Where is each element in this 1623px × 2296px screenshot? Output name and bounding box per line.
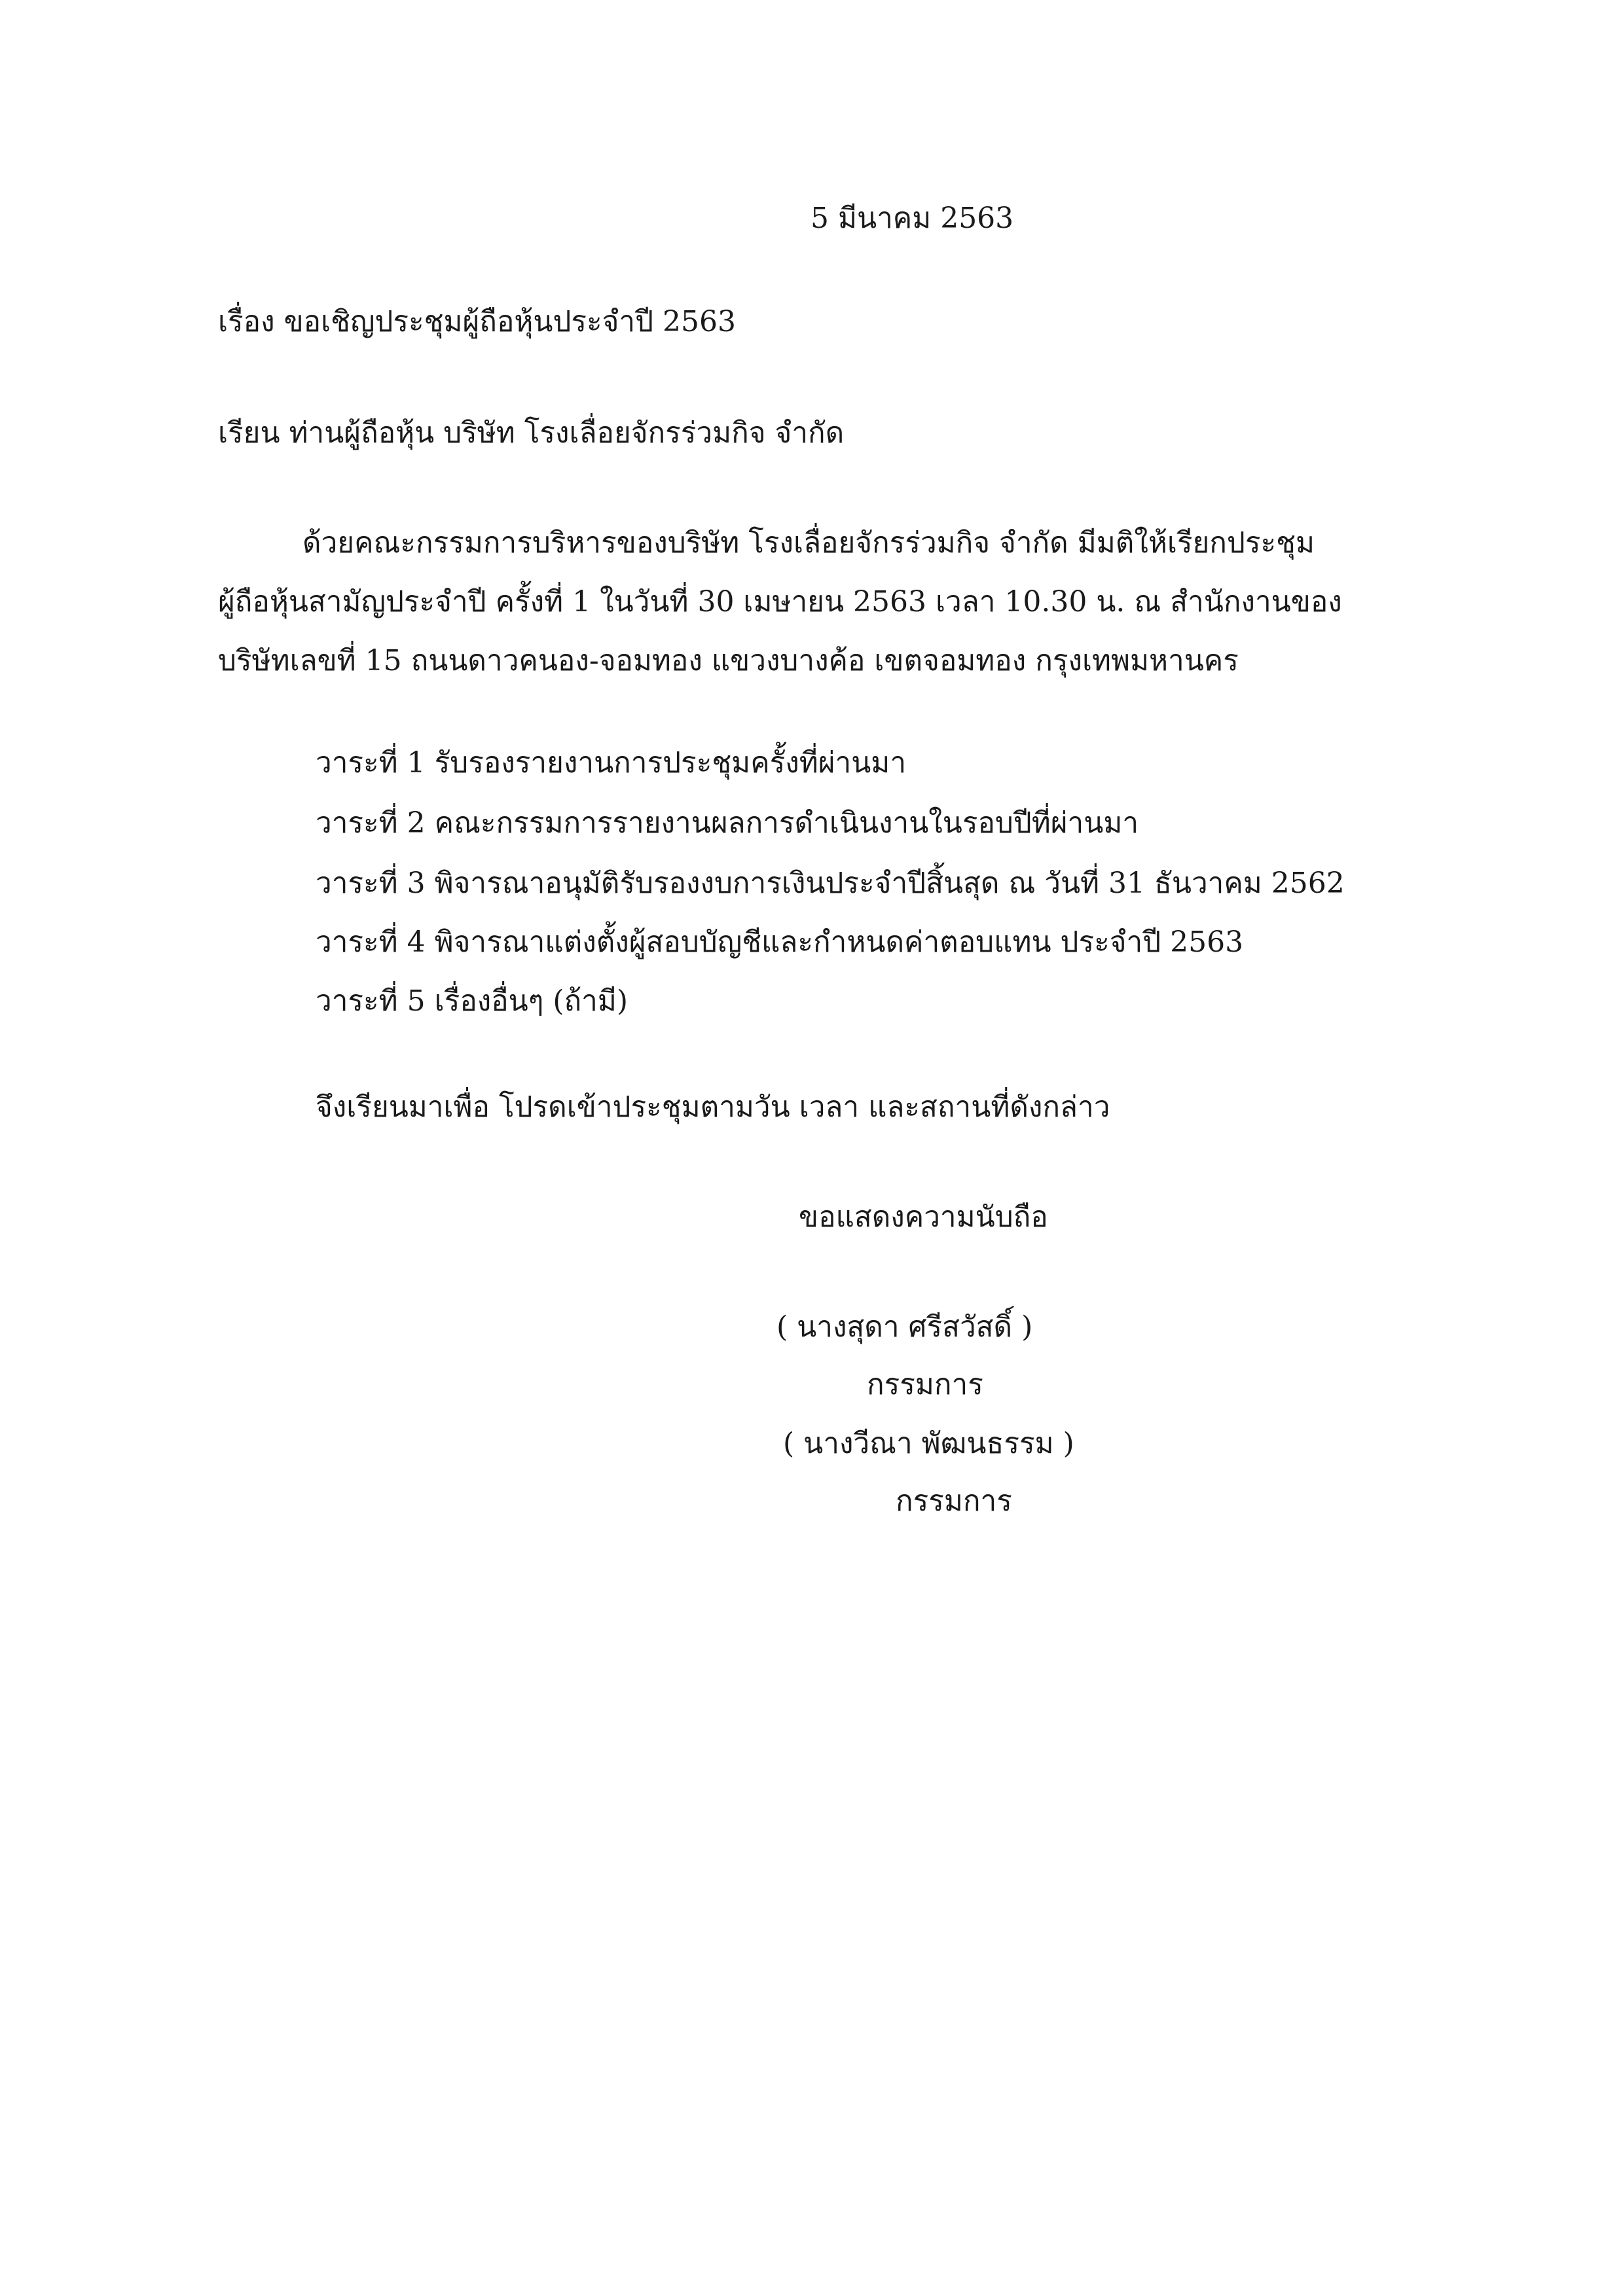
letter-date: 5 มีนาคม 2563	[811, 202, 1014, 235]
body-line-2: ผู้ถือหุ้นสามัญประจำปี ครั้งที่ 1 ในวันที่ 30 เมษายน 2563 เวลา 10.30 น. ณ สำนักงานของ	[218, 585, 1342, 619]
letter-subject: เรื่อง ขอเชิญประชุมผู้ถือหุ้นประจำปี 2563	[218, 305, 737, 338]
agenda-item-1: วาระที่ 1 รับรองรายงานการประชุมครั้งที่ผ่านมา	[316, 746, 907, 780]
signatory-1-title: กรรมการ	[867, 1368, 983, 1401]
regards: ขอแสดงความนับถือ	[799, 1200, 1048, 1234]
closing-text: จึงเรียนมาเพื่อ โปรดเข้าประชุมตามวัน เวลา และสถานที่ดังกล่าว	[316, 1090, 1110, 1124]
agenda-item-5: วาระที่ 5 เรื่องอื่นๆ (ถ้ามี)	[316, 984, 629, 1018]
signatory-2-title: กรรมการ	[896, 1484, 1012, 1518]
agenda-item-2: วาระที่ 2 คณะกรรมการรายงานผลการดำเนินงานในรอบปีที่ผ่านมา	[316, 806, 1139, 840]
signatory-1-name: ( นางสุดา ศรีสวัสดิ์ )	[776, 1310, 1033, 1344]
agenda-item-4: วาระที่ 4 พิจารณาแต่งตั้งผู้สอบบัญชีและกำหนดค่าตอบแทน ประจำปี 2563	[316, 925, 1244, 959]
signatory-2-name: ( นางวีณา พัฒนธรรม )	[783, 1427, 1074, 1460]
agenda-item-3: วาระที่ 3 พิจารณาอนุมัติรับรองงบการเงินประจำปีสิ้นสุด ณ วันที่ 31 ธันวาคม 2562	[316, 867, 1345, 900]
letter-salutation: เรียน ท่านผู้ถือหุ้น บริษัท โรงเลื่อยจักรร่วมกิจ จำกัด	[218, 416, 845, 450]
body-line-1: ด้วยคณะกรรมการบริหารของบริษัท โรงเลื่อยจักรร่วมกิจ จำกัด มีมติให้เรียกประชุม	[302, 526, 1315, 560]
body-line-3: บริษัทเลขที่ 15 ถนนดาวคนอง-จอมทอง แขวงบางค้อ เขตจอมทอง กรุงเทพมหานคร	[218, 644, 1239, 677]
